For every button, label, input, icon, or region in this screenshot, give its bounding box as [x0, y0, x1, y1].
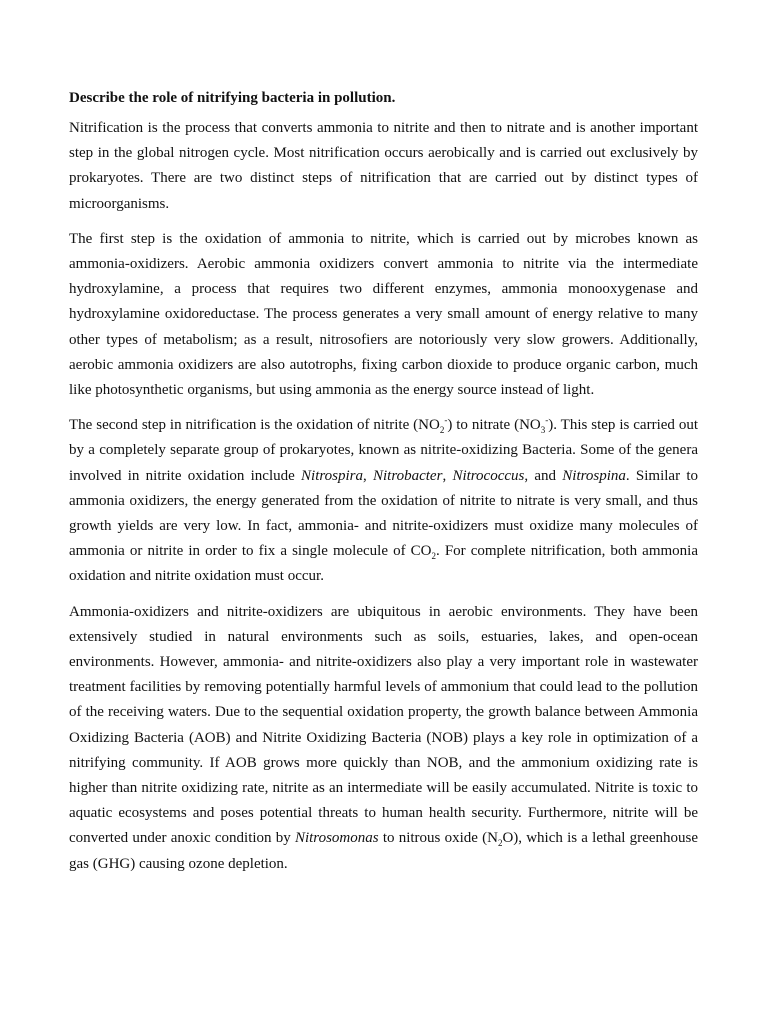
- genus-name: Nitrococcus: [452, 467, 525, 484]
- genus-name: Nitrobacter: [372, 467, 443, 484]
- subscript: 2: [497, 838, 503, 849]
- paragraph-nitrification-intro: Nitrification is the process that converts ammonia to nitrite and then to nitrate and is another important step in the global nitrogen cycle. Most nitrification occurs aerobically and is carried out exclusively by prokaryotes. There are two distinct steps of nitrification that are carried out by distinct types of microorganisms.: [69, 120, 698, 212]
- text-span: to nitrous oxide (N: [378, 830, 498, 847]
- text-span: . Similar to ammonia oxidizers, the energy generated from the oxidation of nitrite to nitrate is very small, and thus growth yields are very low. In fact, ammonia- and nitrite-oxidizers must oxidize many molecules of ammonia or nitrite in order to fix a single molecule of CO: [69, 467, 698, 560]
- text-span: ,: [362, 467, 373, 484]
- text-span: O), which is a lethal greenhouse gas (GHG) causing ozone depletion.: [69, 830, 698, 872]
- text-span: . For complete nitrification, both ammonia oxidation and nitrite oxidation must occur.: [69, 543, 699, 585]
- superscript: -: [444, 415, 448, 426]
- text-span: ) to nitrate (NO: [447, 417, 541, 434]
- subscript: 3: [540, 425, 546, 436]
- text-span: , and: [524, 467, 563, 484]
- paragraph-nitrite-oxidation: [69, 413, 698, 589]
- paragraph-ammonia-oxidation: The first step is the oxidation of ammonia to nitrite, which is carried out by microbes known as ammonia-oxidizers. Aerobic ammonia oxidizers convert ammonia to nitrite via the intermediate hydroxylamine, a process that requires two different enzymes, ammonia monooxygenase and hydroxylamine oxidoreductase. The process generates a very small amount of energy relative to many other types of metabolism; as a result, nitrosofiers are notoriously very slow growers. Additionally, aerobic ammonia oxidizers are also autotrophs, fixing carbon dioxide to produce organic carbon, much like photosynthetic organisms, but using ammonia as the energy source instead of light.: [69, 230, 698, 399]
- text-span: ,: [442, 467, 453, 484]
- text-span: ). This step is carried out by a completely separate group of prokaryotes, known as nitrite-oxidizing Bacteria. Some of the genera involved in nitrite oxidation include: [69, 417, 698, 484]
- paragraph-pollution-role: [69, 600, 698, 877]
- document-page: [69, 88, 698, 887]
- genus-name: Nitrospira: [301, 467, 363, 484]
- superscript: -: [545, 415, 549, 426]
- text-span: The second step in nitrification is the oxidation of nitrite (NO: [69, 417, 440, 434]
- subscript: 2: [431, 551, 436, 562]
- question-title: Describe the role of nitrifying bacteria in pollution.: [69, 90, 396, 106]
- genus-name: Nitrosomonas: [294, 830, 379, 847]
- subscript: 2: [439, 425, 445, 436]
- genus-name: Nitrospina: [562, 467, 626, 484]
- text-span: Ammonia-oxidizers and nitrite-oxidizers are ubiquitous in aerobic environments. They have been extensively studied in natural environments such as soils, estuaries, lakes, and open-ocean environments. However, ammonia- and nitrite-oxidizers also play a very important role in wastewater treatment facilities by removing potentially harmful levels of ammonium that could lead to the pollution of the receiving waters. Due to the sequential oxidation property, the growth balance between Ammonia Oxidizing Bacteria (AOB) and Nitrite Oxidizing Bacteria (NOB) plays a key role in optimization of a nitrifying community. If AOB grows more quickly than NOB, and the ammonium oxidizing rate is higher than nitrite oxidizing rate, nitrite as an intermediate will be easily accumulated. Nitrite is toxic to aquatic ecosystems and poses potential threats to human health security. Furthermore, nitrite will be converted under anoxic condition by: [69, 603, 698, 847]
